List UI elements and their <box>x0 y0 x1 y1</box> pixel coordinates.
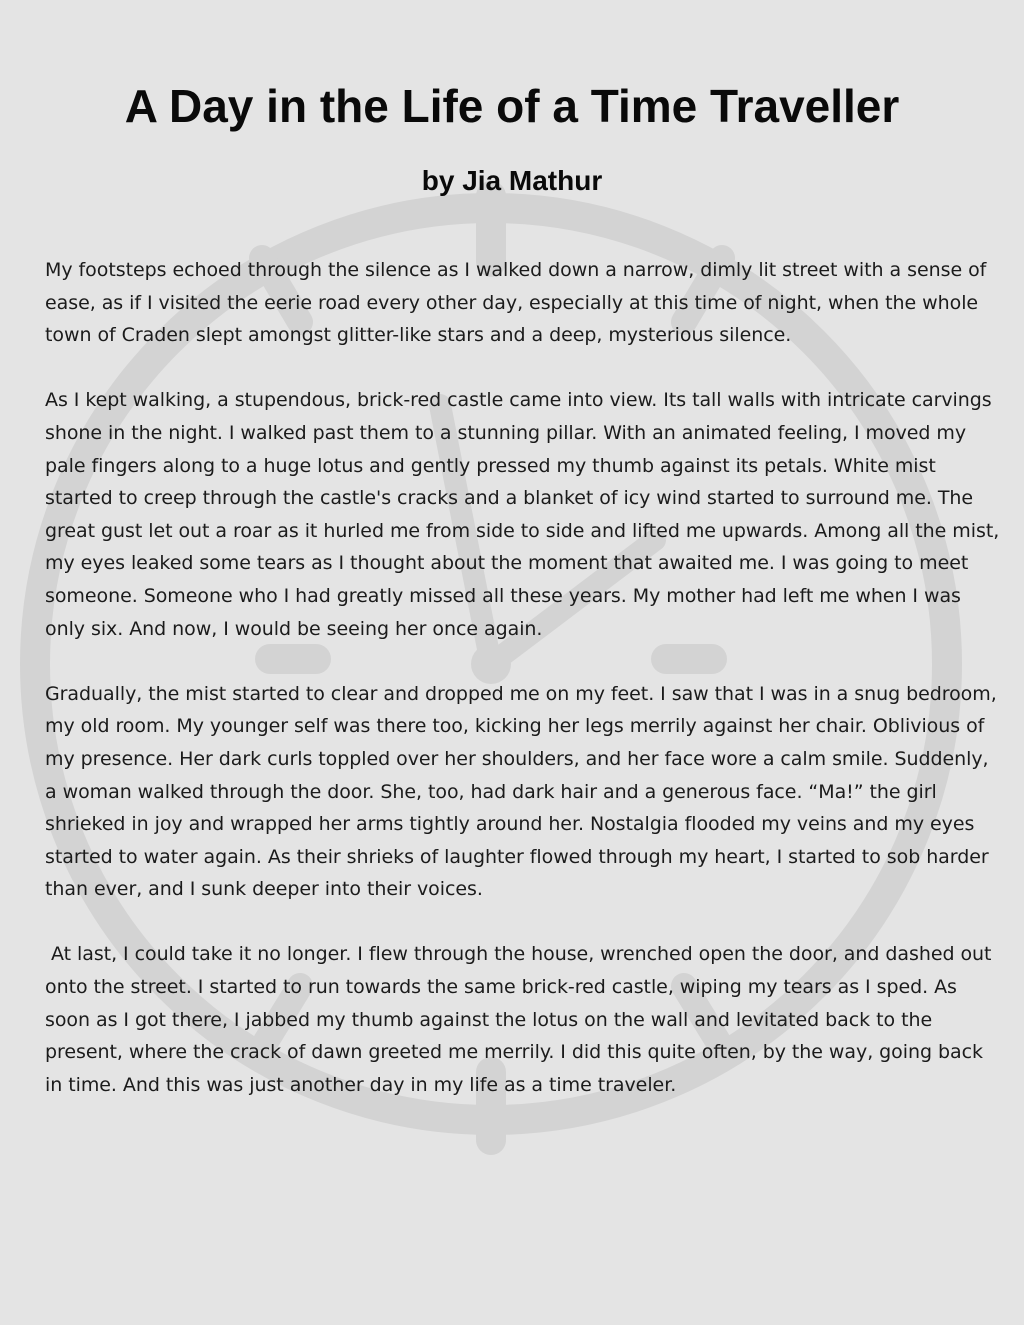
story-paragraph-1: My footsteps echoed through the silence as I walked down a narrow, dimly lit street with a sense of ease, as if I visited the eerie road every other day, especially at this time of night, when the whole town of Craden slept amongst glitter-like stars and a deep, mysterious silence. <box>45 259 993 347</box>
page-title: A Day in the Life of a Time Traveller <box>124 80 900 132</box>
story-body <box>45 254 1005 1134</box>
story-paragraph-4: At last, I could take it no longer. I flew through the house, wrenched open the door, and dashed out onto the street. I started to run towards the same brick-red castle, wiping my tears as I sped. As soon as I got there, I jabbed my thumb against the lotus on the wall and levitated back to the present, where the crack of dawn greeted me merrily. I did this quite often, by the way, going back in time. And this was just another day in my life as a time traveler. <box>45 943 998 1096</box>
author-byline: by Jia Mathur <box>421 165 603 196</box>
story-paragraph-2: As I kept walking, a stupendous, brick-red castle came into view. Its tall walls with intricate carvings shone in the night. I walked past them to a stunning pillar. With an animated feeling, I moved my pale fingers along to a huge lotus and gently pressed my thumb against its petals. White mist started to creep through the castle's cracks and a blanket of icy wind started to surround me. The great gust let out a roar as it hurled me from side to side and lifted me upwards. Among all the mist, my eyes leaked some tears as I thought about the moment that awaited me. I was going to meet someone. Someone who I had greatly missed all these years. My mother had left me when I was only six. And now, I would be seeing her once again. <box>45 389 1006 640</box>
story-paragraph-3: Gradually, the mist started to clear and dropped me on my feet. I saw that I was in a snug bedroom, my old room. My younger self was there too, kicking her legs merrily against her chair. Oblivious of my presence. Her dark curls toppled over her shoulders, and her face wore a calm smile. Suddenly, a woman walked through the door. She, too, had dark hair and a generous face. “Ma!” the girl shrieked in joy and wrapped her arms tightly around her. Nostalgia flooded my veins and my eyes started to water again. As their shrieks of laughter flowed through my heart, I started to sob harder than ever, and I sunk deeper into their voices. <box>45 682 1003 901</box>
